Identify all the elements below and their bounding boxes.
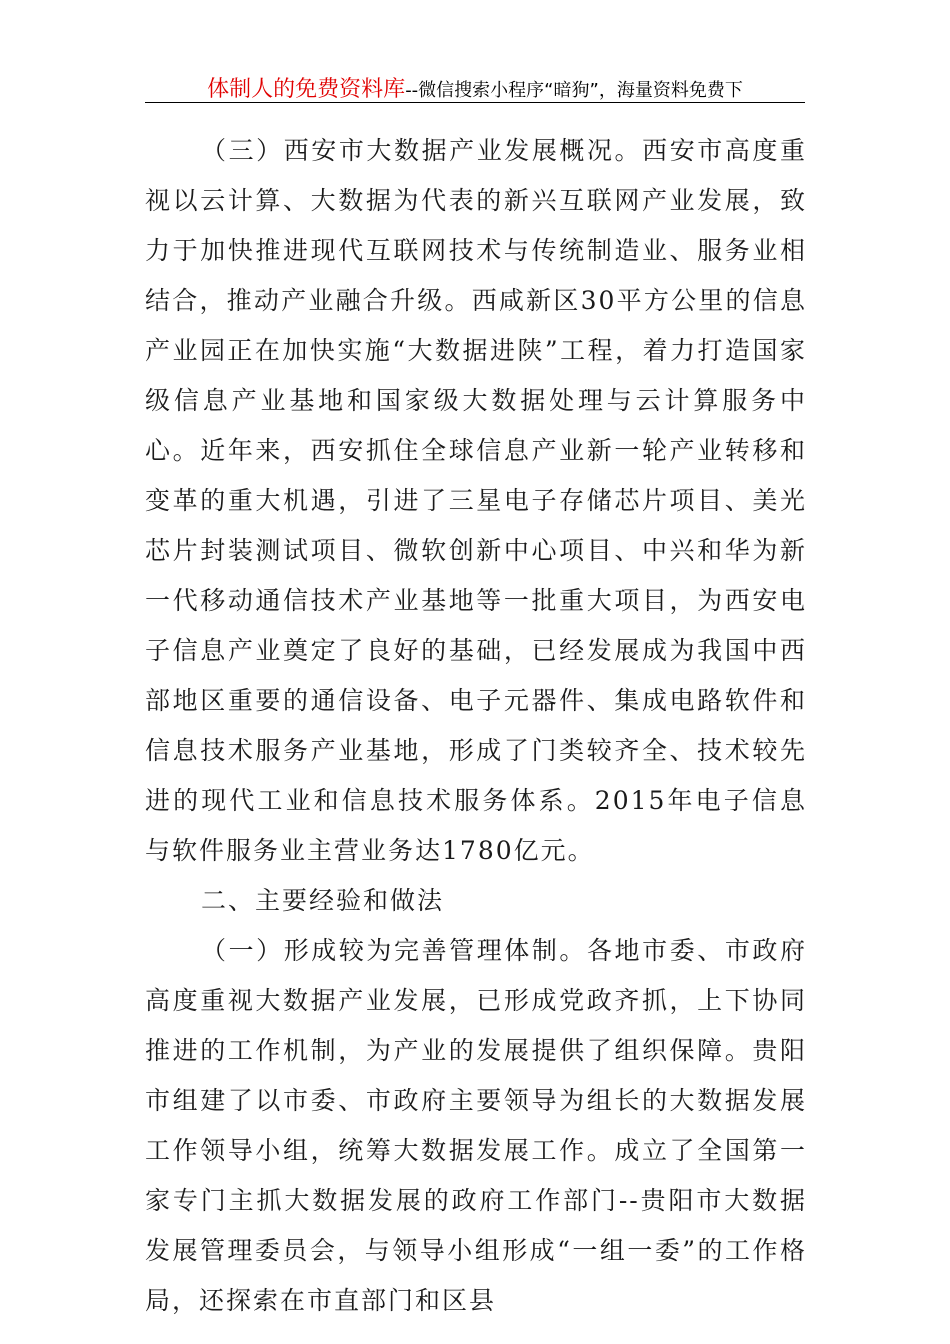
header-brand: 体制人的免费资料库	[207, 77, 406, 102]
paragraph-xian-overview: （三）西安市大数据产业发展概况。西安市高度重视以云计算、大数据为代表的新兴互联网产业发展，致力于加快推进现代互联网技术与传统制造业、服务业相结合，推动产业融合升级。西咸新区30平方公里的信息产业园正在加快实施“大数据进陕”工程，着力打造国家级信息产业基地和国家级大数据处理与云计算服务中心。近年来，西安抓住全球信息产业新一轮产业转移和变革的重大机遇，引进了三星电子存储芯片项目、美光芯片封装测试项目、微软创新中心项目、中兴和华为新一代移动通信技术产业基地等一批重大项目，为西安电子信息产业奠定了良好的基础，已经发展成为我国中西部地区重要的通信设备、电子元器件、集成电路软件和信息技术服务产业基地，形成了门类较齐全、技术较先进的现代工业和信息技术服务体系。2015年电子信息与软件服务业主营业务达1780亿元。	[145, 136, 807, 865]
paragraph-management-system: （一）形成较为完善管理体制。各地市委、市政府高度重视大数据产业发展，已形成党政齐抓，上下协同推进的工作机制，为产业的发展提供了组织保障。贵阳市组建了以市委、市政府主要领导为组长的大数据发展工作领导小组，统筹大数据发展工作。成立了全国第一家专门主抓大数据发展的政府工作部门--贵阳市大数据发展管理委员会，与领导小组形成“一组一委”的工作格局，还探索在市直部门和区县	[145, 936, 807, 1315]
section-heading-experience: 二、主要经验和做法	[201, 886, 445, 915]
document-body	[145, 126, 807, 1326]
header-note: --微信搜索小程序“暗狗”，海量资料免费下	[405, 80, 743, 101]
page-header	[145, 72, 805, 103]
